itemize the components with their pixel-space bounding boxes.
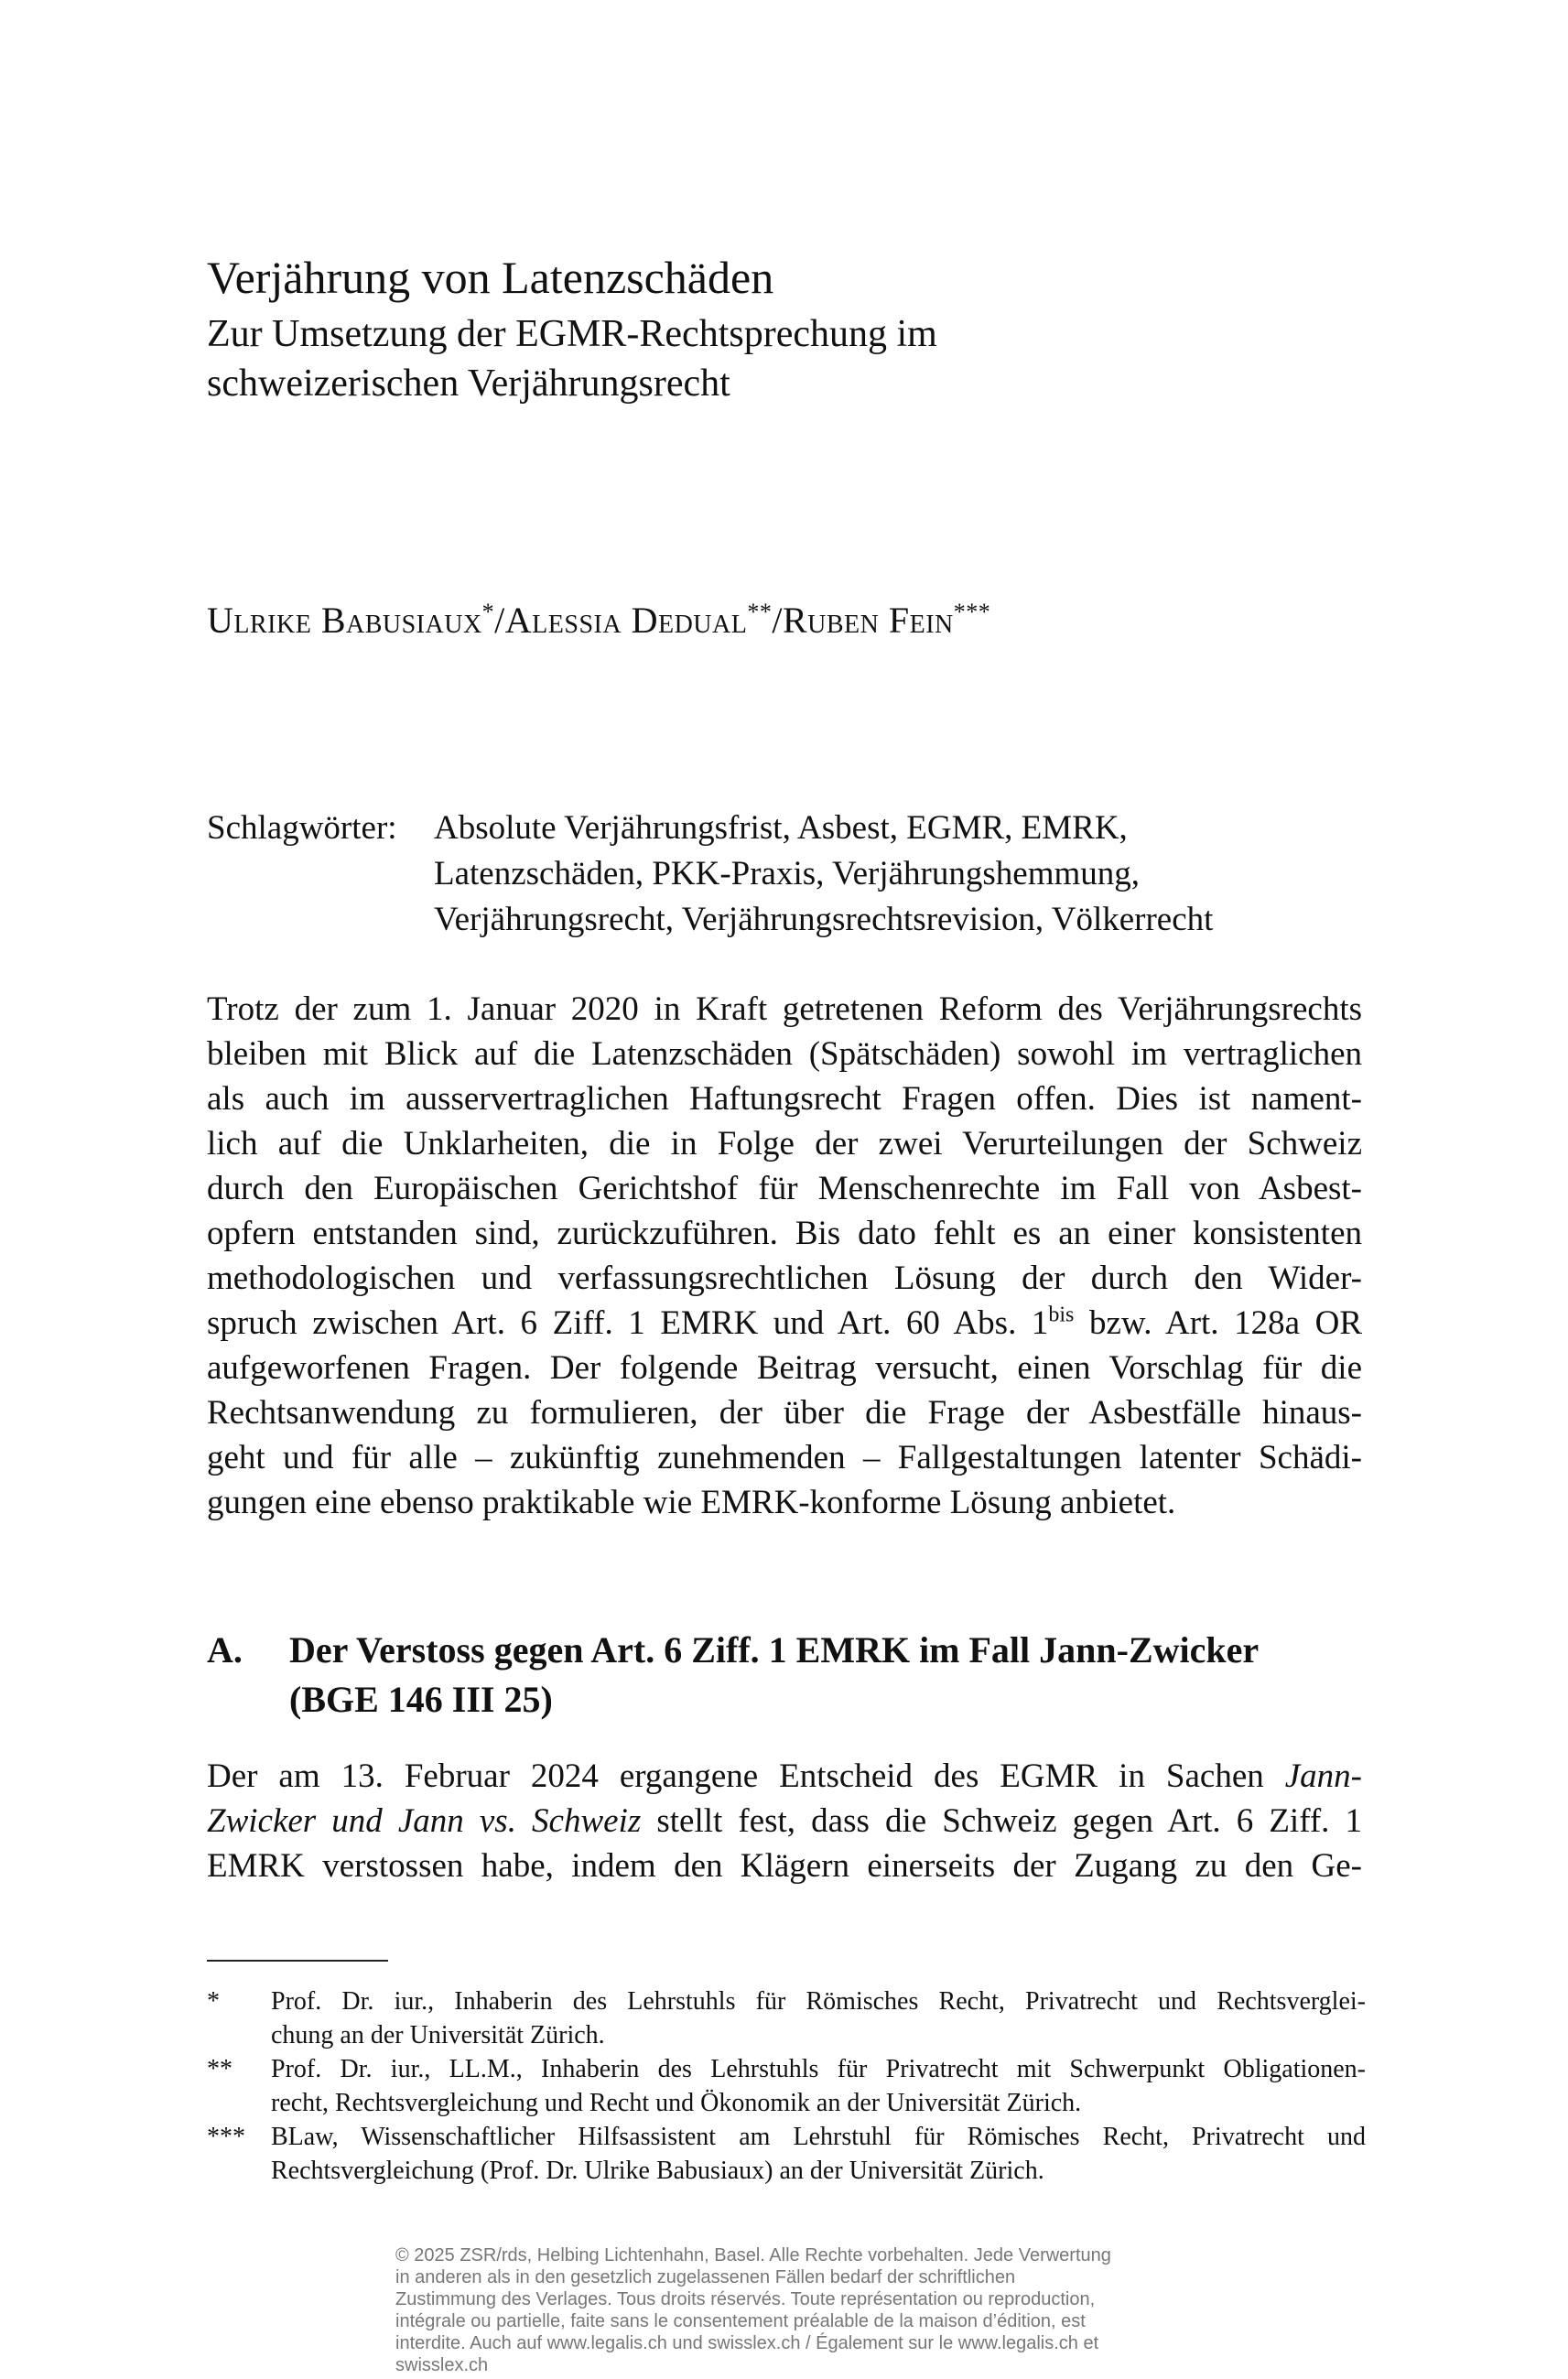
case-name: Zwicker und Jann vs. Schweiz bbox=[207, 1802, 642, 1840]
footnote-text bbox=[271, 2052, 1366, 2120]
author-name: Ruben Fein bbox=[782, 600, 954, 641]
author-name: Alessia Dedual bbox=[504, 600, 748, 641]
abstract-text: spruch zwischen Art. 6 Ziff. 1 EMRK und Art. 60 Abs. 1 bbox=[207, 1304, 1049, 1342]
abstract-line: gungen eine ebenso praktikable wie EMRK-konforme Lösung anbietet. bbox=[207, 1484, 1176, 1521]
abstract-text: bzw. Art. 128a OR bbox=[1074, 1304, 1362, 1342]
article-title: Verjährung von Latenzschäden bbox=[207, 252, 774, 303]
subtitle-line: schweizerischen Verjährungsrecht bbox=[207, 362, 730, 405]
abstract-line: aufgeworfenen Fragen. Der folgende Beitrag versucht, einen Vorschlag für die bbox=[207, 1349, 1362, 1387]
footnote-text bbox=[271, 1984, 1366, 2052]
author-line bbox=[207, 597, 1397, 644]
footnote bbox=[207, 2052, 1366, 2120]
case-name: Jann- bbox=[1284, 1757, 1362, 1795]
keywords-line: Verjährungsrecht, Verjährungsrechtsrevision, Völkerrecht bbox=[434, 901, 1214, 938]
abstract-line: lich auf die Unklarheiten, die in Folge der zwei Verurteilungen der Schweiz bbox=[207, 1125, 1362, 1162]
section-title-line: Der Verstoss gegen Art. 6 Ziff. 1 EMRK im Fall Jann-Zwicker bbox=[289, 1629, 1260, 1671]
footnote-mark: * bbox=[207, 1987, 220, 2016]
keywords-list bbox=[434, 806, 1386, 943]
footnote-separator bbox=[207, 1960, 388, 1962]
body-paragraph bbox=[207, 1754, 1362, 1888]
keywords-line: Latenzschäden, PKK-Praxis, Verjährungshemmung, bbox=[434, 855, 1141, 892]
copyright-line: © 2025 ZSR/rds, Helbing Lichtenhahn, Basel. Alle Rechte vorbehalten. Jede Verwertung bbox=[395, 2245, 1111, 2265]
footnote-line: chung an der Universität Zürich. bbox=[271, 2021, 605, 2049]
section-title bbox=[289, 1626, 1388, 1725]
superscript: bis bbox=[1048, 1303, 1075, 1327]
body-line: EMRK verstossen habe, indem den Klägern einerseits der Zugang zu den Ge- bbox=[207, 1847, 1362, 1885]
copyright-line: Zustimmung des Verlages. Tous droits réservés. Toute représentation ou reproduction, bbox=[395, 2289, 1096, 2309]
abstract-line: durch den Europäischen Gerichtshof für Menschenrechte im Fall von Asbest- bbox=[207, 1170, 1362, 1207]
author-name: Ulrike Babusiaux bbox=[207, 600, 482, 641]
footnote-ref: *** bbox=[953, 599, 991, 625]
footnote-line: Rechtsvergleichung (Prof. Dr. Ulrike Babusiaux) an der Universität Zürich. bbox=[271, 2157, 1044, 2185]
footnote bbox=[207, 2120, 1366, 2188]
abstract-line: opfern entstanden sind, zurückzuführen. Bis dato fehlt es an einer konsistenten bbox=[207, 1215, 1362, 1252]
section-title-line: (BGE 146 III 25) bbox=[289, 1679, 553, 1720]
footnote-text bbox=[271, 2120, 1366, 2188]
copyright-line: in anderen als in den gesetzlich zugelassenen Fällen bedarf der schriftlichen bbox=[395, 2267, 1016, 2287]
footnote-line: Prof. Dr. iur., Inhaberin des Lehrstuhls für Römisches Recht, Privatrecht und Rechtsverglei- bbox=[271, 1987, 1366, 2016]
copyright-line: swisslex.ch bbox=[395, 2355, 489, 2375]
abstract-line: bleiben mit Blick auf die Latenzschäden (Spätschäden) sowohl im vertraglichen bbox=[207, 1035, 1362, 1073]
footnote-mark: *** bbox=[207, 2123, 245, 2151]
abstract-paragraph bbox=[207, 987, 1362, 1525]
abstract-line: als auch im ausservertraglichen Haftungsrecht Fragen offen. Dies ist nament- bbox=[207, 1080, 1362, 1118]
copyright-notice bbox=[395, 2244, 1219, 2376]
copyright-line: interdite. Auch auf www.legalis.ch und swisslex.ch / Également sur le www.legalis.ch et bbox=[395, 2333, 1099, 2353]
footnote-ref: * bbox=[481, 599, 495, 625]
article-subtitle bbox=[207, 309, 1397, 408]
copyright-line: intégrale ou partielle, faite sans le consentement préalable de la maison d’édition, est bbox=[395, 2311, 1086, 2331]
abstract-line: methodologischen und verfassungsrechtlichen Lösung der durch den Wider- bbox=[207, 1260, 1362, 1297]
abstract-line: geht und für alle – zukünftig zunehmenden – Fallgestaltungen latenter Schädi- bbox=[207, 1439, 1362, 1476]
abstract-line: Trotz der zum 1. Januar 2020 in Kraft getretenen Reform des Verjährungsrechts bbox=[207, 990, 1362, 1028]
footnotes bbox=[207, 1984, 1366, 2188]
footnote-line: recht, Rechtsvergleichung und Recht und Ökonomik an der Universität Zürich. bbox=[271, 2089, 1082, 2117]
keywords-label: Schlagwörter: bbox=[207, 809, 397, 847]
body-line bbox=[207, 1799, 1362, 1844]
abstract-line: Rechtsanwendung zu formulieren, der über die Frage der Asbestfälle hinaus- bbox=[207, 1394, 1362, 1432]
footnote-line: Prof. Dr. iur., LL.M., Inhaberin des Lehrstuhls für Privatrecht mit Schwerpunkt Obligationen- bbox=[271, 2055, 1366, 2083]
abstract-line bbox=[207, 1301, 1362, 1346]
body-text: stellt fest, dass die Schweiz gegen Art. 6 Ziff. 1 bbox=[641, 1802, 1363, 1840]
subtitle-line: Zur Umsetzung der EGMR-Rechtsprechung im bbox=[207, 313, 937, 355]
author-separator: / bbox=[494, 600, 505, 641]
keywords-line: Absolute Verjährungsfrist, Asbest, EGMR, EMRK, bbox=[434, 809, 1128, 847]
body-text: Der am 13. Februar 2024 ergangene Entscheid des EGMR in Sachen bbox=[207, 1757, 1285, 1795]
author-separator: / bbox=[772, 600, 783, 641]
footnote-line: BLaw, Wissenschaftlicher Hilfsassistent am Lehrstuhl für Römisches Recht, Privatrecht und bbox=[271, 2123, 1366, 2151]
footnote-mark: ** bbox=[207, 2055, 232, 2083]
footnote bbox=[207, 1984, 1366, 2052]
footnote-ref: ** bbox=[747, 599, 773, 625]
section-number: A. bbox=[207, 1629, 243, 1671]
body-line bbox=[207, 1754, 1362, 1799]
